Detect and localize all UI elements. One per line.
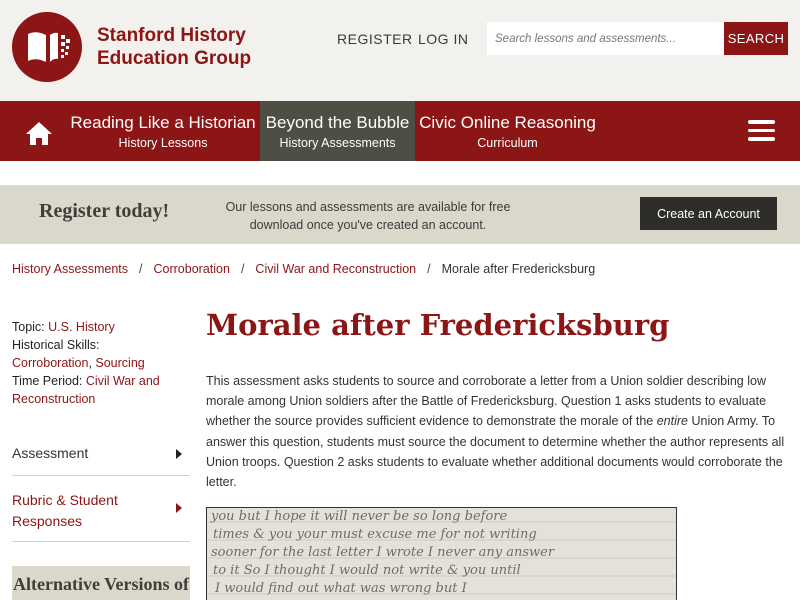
historical-letter-image xyxy=(206,507,677,600)
sidebar-divider xyxy=(12,541,190,542)
register-link[interactable]: REGISTER xyxy=(337,31,413,47)
description-emphasis: entire xyxy=(656,414,689,429)
main-nav xyxy=(0,101,800,161)
nav-beyond-the-bubble[interactable] xyxy=(260,101,415,161)
home-icon[interactable] xyxy=(22,119,56,147)
sidebar-rubric-link[interactable] xyxy=(12,490,190,532)
breadcrumb-corroboration[interactable]: Corroboration xyxy=(153,262,230,276)
letter-line: times & you your must excuse me for not writing xyxy=(213,527,537,542)
site-header xyxy=(0,0,800,101)
period-label: Time Period: xyxy=(12,374,83,388)
create-account-button[interactable]: Create an Account xyxy=(640,197,777,230)
description-part-1: This assessment asks students to source and corroborate a letter from a Union soldier describing low morale among Union soldiers after the Battle of Fredericksburg. Question 1 asks students to evaluate whether the source provides sufficient evidence to demonstrate the morale of the xyxy=(206,374,767,429)
nav-title: Beyond the Bubble xyxy=(265,113,410,132)
nav-subtitle: Curriculum xyxy=(477,136,538,150)
topic-label: Topic: xyxy=(12,320,45,334)
sidebar-divider xyxy=(12,475,190,476)
sidebar-link-label: Rubric & Student Responses xyxy=(12,492,118,529)
register-message: Our lessons and assessments are available for free download once you've created an account. xyxy=(225,200,511,232)
description-part-2: Union Army. To answer this question, students must source the document to determine whether the author represents all Union troops. Question 2 asks students to evaluate whether additional documents would corroborate the letter. xyxy=(206,414,785,490)
search-button[interactable]: SEARCH xyxy=(724,22,788,55)
nav-civic-online-reasoning[interactable] xyxy=(415,101,600,161)
org-name[interactable] xyxy=(97,24,251,70)
org-name-line1: Stanford History xyxy=(97,25,246,46)
sidebar-assessment-link[interactable] xyxy=(12,445,190,461)
breadcrumb-history-assessments[interactable]: History Assessments xyxy=(12,262,129,276)
assessment-description xyxy=(206,371,788,492)
alternative-versions-box[interactable]: Alternative Versions of xyxy=(12,566,190,600)
open-book-icon xyxy=(24,30,72,64)
breadcrumb-separator: / xyxy=(240,262,245,276)
search-input[interactable] xyxy=(487,22,724,55)
breadcrumb-current: Morale after Fredericksburg xyxy=(441,262,596,276)
period-link[interactable]: Civil War and Reconstruction xyxy=(12,374,160,406)
chevron-right-icon xyxy=(176,449,182,459)
skills-label: Historical Skills: xyxy=(12,338,100,352)
nav-title: Civic Online Reasoning xyxy=(419,113,596,132)
sidebar-link-label: Assessment xyxy=(12,445,89,461)
letter-line: to it So I thought I would not write & you until xyxy=(213,563,521,578)
letter-line: sooner for the last letter I wrote I never any answer xyxy=(211,545,555,560)
handwritten-letter-scan xyxy=(207,508,677,600)
breadcrumb xyxy=(12,262,595,276)
register-title: Register today! xyxy=(39,200,170,222)
nav-subtitle: History Lessons xyxy=(118,136,208,150)
topic-link[interactable]: U.S. History xyxy=(48,320,115,334)
assessment-metadata: Topic: U.S. History Historical Skills: Corroboration, Sourcing Time Period: Civil War and Reconstruction xyxy=(12,318,190,408)
breadcrumb-civil-war[interactable]: Civil War and Reconstruction xyxy=(255,262,417,276)
skill-link-sourcing[interactable]: Sourcing xyxy=(95,356,145,370)
nav-reading-like-a-historian[interactable] xyxy=(66,101,260,161)
nav-subtitle: History Assessments xyxy=(279,136,396,150)
page-title: Morale after Fredericksburg xyxy=(206,308,670,342)
chevron-right-icon xyxy=(176,503,182,513)
nav-title: Reading Like a Historian xyxy=(70,113,256,132)
letter-line: you but I hope it will never be so long before xyxy=(211,509,508,524)
letter-line: I would find out what was wrong but I xyxy=(215,581,467,596)
hamburger-menu-icon[interactable] xyxy=(748,120,775,142)
login-link[interactable]: LOG IN xyxy=(418,31,469,47)
skill-link-corroboration[interactable]: Corroboration xyxy=(12,356,89,370)
breadcrumb-separator: / xyxy=(139,262,143,276)
site-logo[interactable] xyxy=(12,12,82,82)
breadcrumb-separator: / xyxy=(427,262,431,276)
org-name-line2: Education Group xyxy=(97,48,252,69)
